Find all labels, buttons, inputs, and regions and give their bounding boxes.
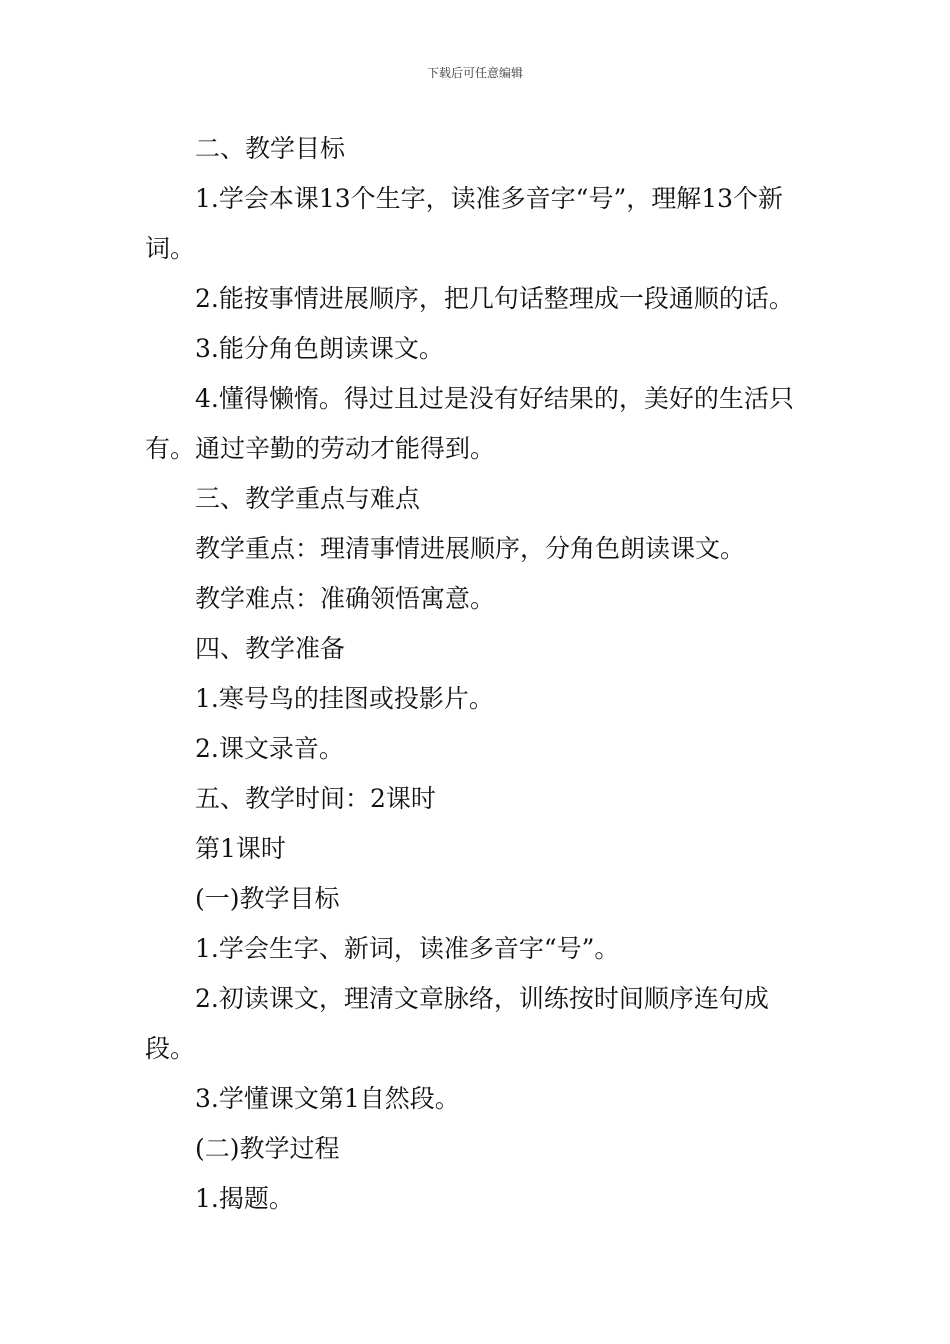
key-point: 教学重点：理清事情进展顺序，分角色朗读课文。 — [195, 534, 746, 563]
subsection-heading-goals: (一)教学目标 — [195, 884, 340, 913]
process-item-1: 1.揭题。 — [195, 1184, 294, 1213]
section-heading-goals: 二、教学目标 — [195, 134, 346, 163]
section-heading-preparation: 四、教学准备 — [195, 634, 346, 663]
lesson-heading: 第1课时 — [195, 834, 286, 863]
goal-item-2: 2.能按事情进展顺序，把几句话整理成一段通顺的话。 — [195, 284, 794, 313]
section-heading-key-points: 三、教学重点与难点 — [195, 484, 421, 513]
goal-item-1: 1.学会本课13个生字，读准多音字“号”，理解13个新词。 — [145, 184, 784, 263]
goal-item-4: 4.懂得懒惰。得过且过是没有好结果的，美好的生活只有。通过辛勤的劳动才能得到。 — [145, 384, 794, 463]
preparation-item-1: 1.寒号鸟的挂图或投影片。 — [195, 684, 494, 713]
difficult-point: 教学难点：准确领悟寓意。 — [195, 584, 496, 613]
section-heading-time: 五、教学时间：2课时 — [195, 784, 436, 813]
goal-item-3: 3.能分角色朗读课文。 — [195, 334, 444, 363]
lesson-goal-item-2: 2.初读课文，理清文章脉络，训练按时间顺序连句成段。 — [145, 984, 769, 1063]
lesson-goal-item-1: 1.学会生字、新词，读准多音字“号”。 — [195, 934, 620, 963]
document-body — [145, 124, 810, 1224]
preparation-item-2: 2.课文录音。 — [195, 734, 344, 763]
lesson-goal-item-3: 3.学懂课文第1自然段。 — [195, 1084, 460, 1113]
page-header-note: 下载后可任意编辑 — [426, 66, 523, 80]
subsection-heading-process: (二)教学过程 — [195, 1134, 340, 1163]
